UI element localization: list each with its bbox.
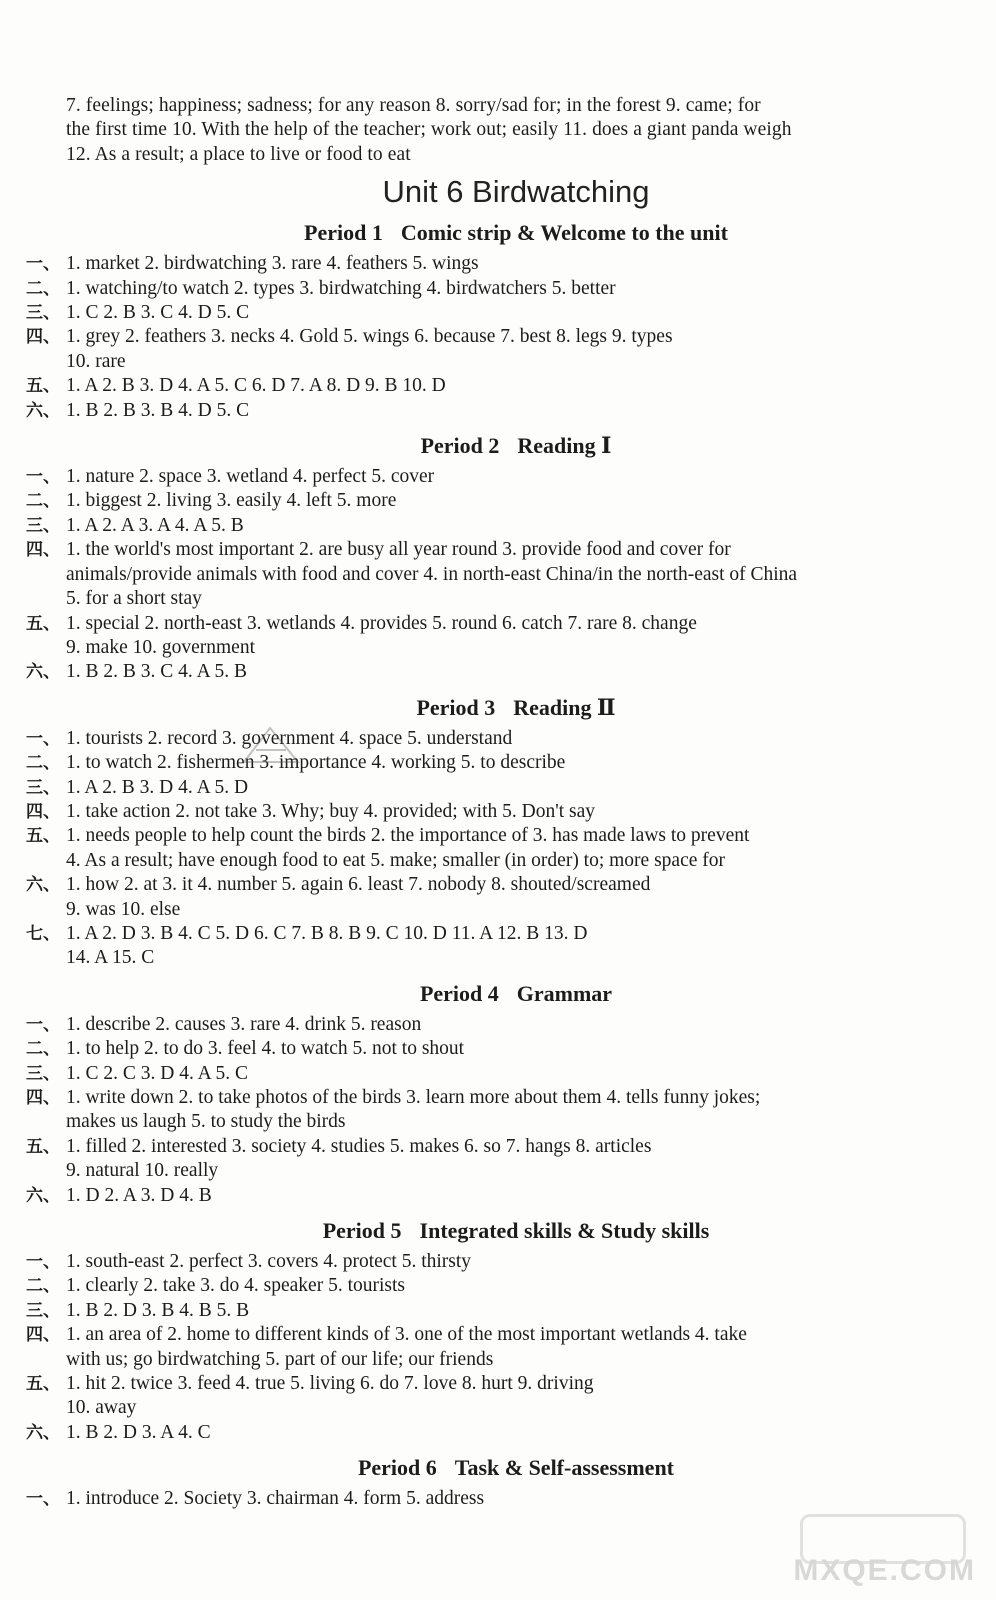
exercise-section xyxy=(26,751,966,775)
exercise-number: 二、 xyxy=(26,491,60,512)
exercise-number: 五、 xyxy=(26,1136,60,1157)
exercise-section xyxy=(26,824,966,873)
answer-text: 1. nature 2. space 3. wetland 4. perfect 5. cover xyxy=(66,466,435,488)
exercise-section xyxy=(26,1421,966,1445)
answer-line xyxy=(66,563,966,587)
exercise-section xyxy=(26,1250,966,1274)
stamp-mark xyxy=(240,722,302,770)
answer-line xyxy=(26,301,966,325)
exercise-section xyxy=(26,325,966,374)
answer-line xyxy=(66,1110,966,1134)
answer-line xyxy=(26,727,966,751)
exercise-number: 一、 xyxy=(26,1252,60,1273)
answer-text: 1. B 2. D 3. B 4. B 5. B xyxy=(66,1299,250,1321)
exercise-number: 七、 xyxy=(26,923,60,944)
answer-line xyxy=(26,1135,966,1159)
exercise-section xyxy=(26,1086,966,1135)
answer-text: 1. to watch 2. fishermen 3. importance 4. working 5. to describe xyxy=(66,752,566,774)
exercise-section xyxy=(26,1135,966,1184)
answer-text: 5. for a short stay xyxy=(66,588,202,610)
answer-text: 1. B 2. D 3. A 4. C xyxy=(66,1421,211,1443)
period-label: Period 2 xyxy=(420,433,500,459)
period-heading xyxy=(66,220,966,246)
answer-line xyxy=(26,277,966,301)
exercise-number: 六、 xyxy=(26,875,60,896)
answer-line xyxy=(26,1013,966,1037)
watermark-text: MXQE.COM xyxy=(793,1554,976,1587)
answer-line xyxy=(26,399,966,423)
site-watermark xyxy=(786,1514,976,1592)
unit-title: Unit 6 Birdwatching xyxy=(382,174,650,210)
answer-line xyxy=(26,1062,966,1086)
exercise-number: 五、 xyxy=(26,826,60,847)
answer-line xyxy=(26,252,966,276)
answer-text: 9. natural 10. really xyxy=(66,1160,219,1182)
answer-line xyxy=(26,1086,966,1110)
answer-text: 10. rare xyxy=(66,350,126,372)
answer-text: 9. make 10. government xyxy=(66,636,255,658)
answer-line xyxy=(26,1323,966,1347)
exercise-number: 三、 xyxy=(26,515,60,536)
exercise-section xyxy=(26,660,966,684)
answer-line xyxy=(26,1421,966,1445)
answer-text: 9. was 10. else xyxy=(66,898,181,920)
answer-line xyxy=(26,1184,966,1208)
exercise-number: 一、 xyxy=(26,1014,60,1035)
exercise-number: 三、 xyxy=(26,303,60,324)
answer-line xyxy=(26,374,966,398)
exercise-section xyxy=(26,1013,966,1037)
period-heading xyxy=(66,1218,966,1244)
exercise-number: 二、 xyxy=(26,1276,60,1297)
exercise-number: 六、 xyxy=(26,1185,60,1206)
answer-line xyxy=(26,1299,966,1323)
answer-text: 1. A 2. B 3. D 4. A 5. D xyxy=(66,776,249,798)
exercise-section xyxy=(26,252,966,276)
answer-line xyxy=(26,1274,966,1298)
exercise-section xyxy=(26,873,966,922)
period-label: Period 4 xyxy=(419,980,499,1006)
answer-line xyxy=(26,1250,966,1274)
answer-line xyxy=(66,636,966,660)
answer-line xyxy=(66,1348,966,1372)
answer-line xyxy=(66,849,966,873)
answer-key-page xyxy=(26,94,966,1512)
answer-text: 1. D 2. A 3. D 4. B xyxy=(66,1184,212,1206)
answer-text: 1. hit 2. twice 3. feed 4. true 5. living 6. do 7. love 8. hurt 9. driving xyxy=(66,1373,594,1395)
answer-text: 1. B 2. B 3. B 4. D 5. C xyxy=(66,399,250,421)
intro-answers xyxy=(66,94,966,167)
intro-line: 12. As a result; a place to live or food to eat xyxy=(66,143,411,165)
period-title: Reading Ⅱ xyxy=(513,694,616,720)
answer-text: 1. filled 2. interested 3. society 4. studies 5. makes 6. so 7. hangs 8. articles xyxy=(66,1135,652,1157)
exercise-section xyxy=(26,489,966,513)
answer-text: 1. grey 2. feathers 3. necks 4. Gold 5. wings 6. because 7. best 8. legs 9. types xyxy=(66,326,673,348)
answer-text: 1. an area of 2. home to different kinds of 3. one of the most important wetlands 4. take xyxy=(66,1324,747,1346)
answer-text: 1. clearly 2. take 3. do 4. speaker 5. tourists xyxy=(66,1275,405,1297)
answer-text: 1. watching/to watch 2. types 3. birdwatching 4. birdwatchers 5. better xyxy=(66,277,616,299)
exercise-section xyxy=(26,1274,966,1298)
period-title: Task & Self-assessment xyxy=(454,1455,675,1481)
exercise-number: 一、 xyxy=(26,254,60,275)
exercise-number: 三、 xyxy=(26,1063,60,1084)
answer-text: 1. A 2. B 3. D 4. A 5. C 6. D 7. A 8. D 9. B 10. D xyxy=(66,375,446,397)
exercise-number: 六、 xyxy=(26,400,60,421)
exercise-section xyxy=(26,374,966,398)
exercise-section xyxy=(26,399,966,423)
intro-line: the first time 10. With the help of the teacher; work out; easily 11. does a giant panda weigh xyxy=(66,119,792,141)
exercise-section xyxy=(26,1037,966,1061)
period-title: Reading Ⅰ xyxy=(517,433,612,459)
period-heading xyxy=(66,981,966,1007)
exercise-number: 四、 xyxy=(26,801,60,822)
exercise-section xyxy=(26,514,966,538)
exercise-number: 四、 xyxy=(26,1325,60,1346)
period-label: Period 1 xyxy=(304,220,383,246)
answer-line xyxy=(26,538,966,562)
answer-line xyxy=(66,1396,966,1420)
answer-text: 1. B 2. B 3. C 4. A 5. B xyxy=(66,661,247,683)
exercise-section xyxy=(26,727,966,751)
answer-text: 1. A 2. D 3. B 4. C 5. D 6. C 7. B 8. B 9. C 10. D 11. A 12. B 13. D xyxy=(66,922,588,944)
exercise-section xyxy=(26,800,966,824)
answer-text: 1. to help 2. to do 3. feel 4. to watch 5. not to shout xyxy=(66,1038,465,1060)
exercise-section xyxy=(26,1323,966,1372)
exercise-section xyxy=(26,1184,966,1208)
intro-line: 7. feelings; happiness; sadness; for any reason 8. sorry/sad for; in the forest 9. came; for xyxy=(66,95,761,116)
answer-text: with us; go birdwatching 5. part of our life; our friends xyxy=(66,1348,494,1370)
answer-text: 1. tourists 2. record 3. government 4. space 5. understand xyxy=(66,727,513,749)
exercise-section xyxy=(26,1487,966,1511)
period-title: Integrated skills & Study skills xyxy=(419,1218,710,1244)
answer-line xyxy=(26,465,966,489)
answer-text: 1. how 2. at 3. it 4. number 5. again 6. least 7. nobody 8. shouted/screamed xyxy=(66,874,651,896)
answer-text: 1. describe 2. causes 3. rare 4. drink 5. reason xyxy=(66,1013,422,1035)
exercise-number: 四、 xyxy=(26,540,60,561)
answer-text: 1. write down 2. to take photos of the birds 3. learn more about them 4. tells funny jokes; xyxy=(66,1087,761,1108)
answer-text: 1. introduce 2. Society 3. chairman 4. form 5. address xyxy=(66,1488,485,1510)
answer-line xyxy=(26,800,966,824)
answer-line xyxy=(26,776,966,800)
answer-line xyxy=(26,1372,966,1396)
answer-line xyxy=(66,1159,966,1183)
exercise-number: 三、 xyxy=(26,777,60,798)
answer-text: 4. As a result; have enough food to eat 5. make; smaller (in order) to; more space for xyxy=(66,849,726,871)
exercise-section xyxy=(26,1372,966,1421)
exercise-section xyxy=(26,776,966,800)
periods-container xyxy=(26,220,966,1511)
exercise-number: 三、 xyxy=(26,1300,60,1321)
period-heading xyxy=(66,695,966,721)
answer-line xyxy=(26,612,966,636)
exercise-number: 四、 xyxy=(26,1088,60,1108)
answer-text: 1. take action 2. not take 3. Why; buy 4. provided; with 5. Don't say xyxy=(66,800,596,822)
answer-line xyxy=(66,587,966,611)
answer-line xyxy=(26,1487,966,1511)
exercise-section xyxy=(26,277,966,301)
exercise-section xyxy=(26,301,966,325)
answer-text: 1. south-east 2. perfect 3. covers 4. protect 5. thirsty xyxy=(66,1251,472,1273)
answer-line xyxy=(26,751,966,775)
answer-line xyxy=(26,1037,966,1061)
exercise-section xyxy=(26,1299,966,1323)
exercise-section xyxy=(26,1062,966,1086)
answer-text: animals/provide animals with food and cover 4. in north-east China/in the north-east of China xyxy=(66,563,798,585)
exercise-number: 一、 xyxy=(26,1489,60,1510)
answer-text: 1. market 2. birdwatching 3. rare 4. feathers 5. wings xyxy=(66,253,479,275)
exercise-number: 五、 xyxy=(26,376,60,397)
answer-text: makes us laugh 5. to study the birds xyxy=(66,1111,346,1133)
answer-text: 14. A 15. C xyxy=(66,947,155,969)
period-heading xyxy=(66,1455,966,1481)
answer-text: 1. the world's most important 2. are busy all year round 3. provide food and cover for xyxy=(66,539,731,561)
answer-line xyxy=(26,824,966,848)
exercise-number: 二、 xyxy=(26,278,60,299)
answer-text: 1. special 2. north-east 3. wetlands 4. provides 5. round 6. catch 7. rare 8. change xyxy=(66,612,697,634)
exercise-section xyxy=(26,465,966,489)
answer-text: 1. biggest 2. living 3. easily 4. left 5. more xyxy=(66,490,397,512)
answer-text: 1. C 2. C 3. D 4. A 5. C xyxy=(66,1062,249,1084)
answer-line xyxy=(66,946,966,970)
answer-text: 10. away xyxy=(66,1397,137,1419)
exercise-number: 六、 xyxy=(26,662,60,683)
answer-line xyxy=(26,922,966,946)
exercise-number: 一、 xyxy=(26,728,60,749)
answer-line xyxy=(26,873,966,897)
exercise-section xyxy=(26,612,966,661)
period-title: Grammar xyxy=(516,980,613,1006)
exercise-number: 二、 xyxy=(26,1039,60,1060)
answer-line xyxy=(26,489,966,513)
answer-text: 1. A 2. A 3. A 4. A 5. B xyxy=(66,514,244,536)
answer-text: 1. needs people to help count the birds 2. the importance of 3. has made laws to prevent xyxy=(66,825,750,847)
answer-line xyxy=(66,350,966,374)
answer-line xyxy=(26,514,966,538)
answer-line xyxy=(26,325,966,349)
exercise-number: 四、 xyxy=(26,327,60,348)
exercise-number: 五、 xyxy=(26,1374,60,1395)
period-label: Period 3 xyxy=(416,694,496,720)
answer-line xyxy=(66,898,966,922)
answer-line xyxy=(26,660,966,684)
period-label: Period 6 xyxy=(357,1455,437,1481)
period-heading xyxy=(66,433,966,459)
exercise-number: 五、 xyxy=(26,613,60,634)
period-label: Period 5 xyxy=(322,1218,402,1244)
exercise-number: 一、 xyxy=(26,467,60,488)
answer-text: 1. C 2. B 3. C 4. D 5. C xyxy=(66,302,250,324)
period-title: Comic strip & Welcome to the unit xyxy=(400,220,728,246)
exercise-section xyxy=(26,922,966,971)
exercise-number: 六、 xyxy=(26,1422,60,1443)
exercise-number: 二、 xyxy=(26,753,60,774)
exercise-section xyxy=(26,538,966,611)
